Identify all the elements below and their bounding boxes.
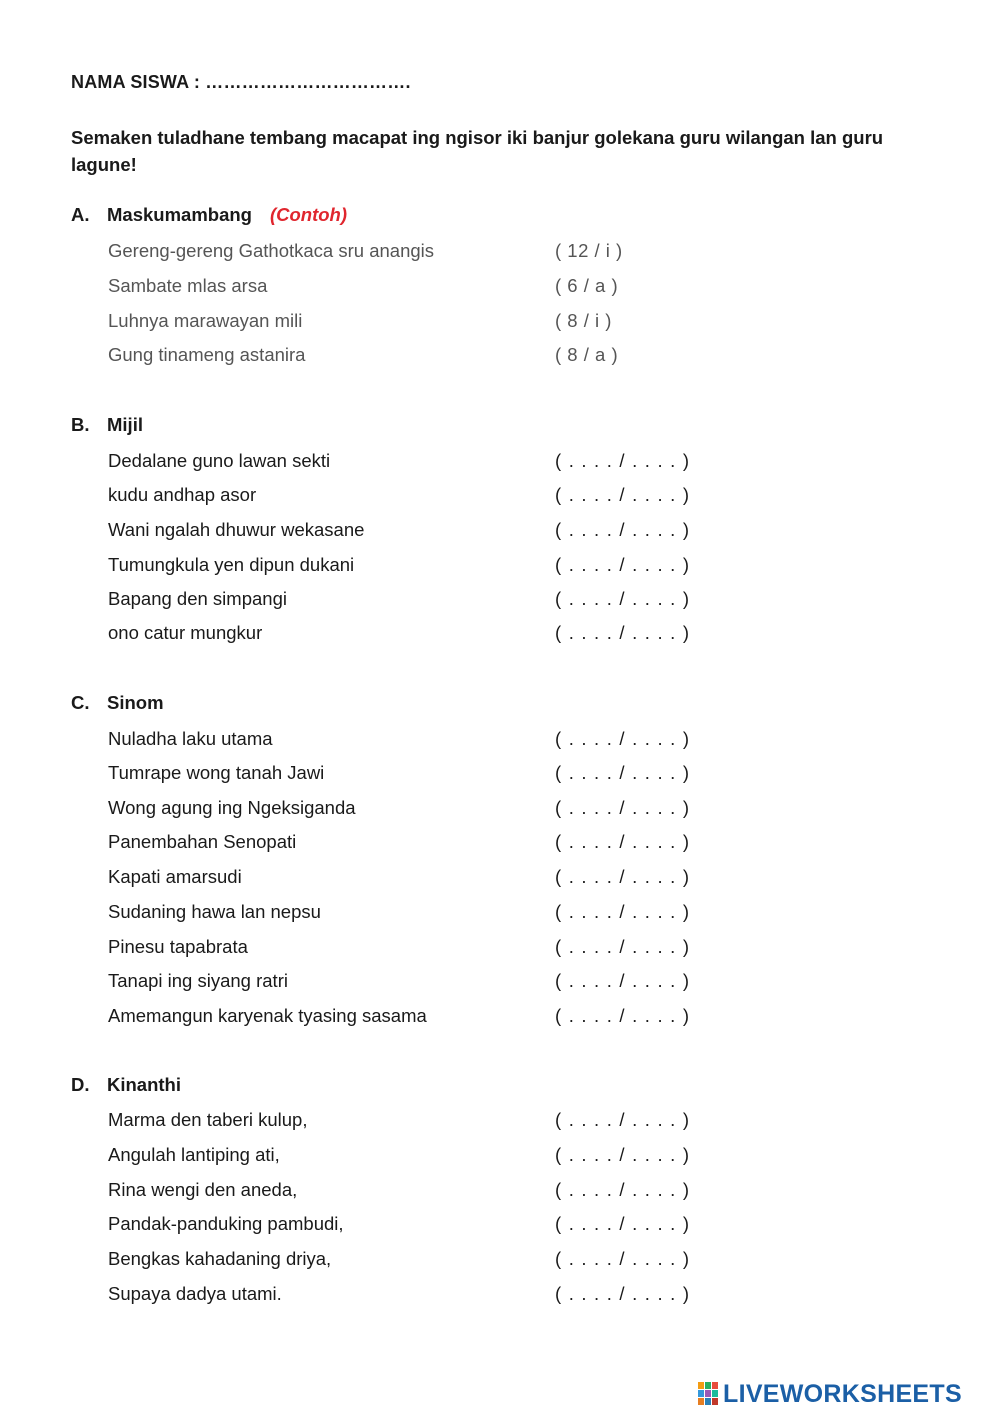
section-b-title xyxy=(71,414,143,436)
answer-blank[interactable]: ( . . . . / . . . . ) xyxy=(555,970,691,991)
instruction-text: Semaken tuladhane tembang macapat ing ngisor iki banjur golekana guru wilangan lan guru lagune! xyxy=(71,127,884,175)
answer-blank[interactable]: ( . . . . / . . . . ) xyxy=(555,831,691,852)
answer-blank[interactable]: ( . . . . / . . . . ) xyxy=(555,1248,691,1269)
verse-line: Dedalane guno lawan sekti xyxy=(108,450,331,471)
example-note: (Contoh) xyxy=(269,204,348,225)
answer-blank[interactable]: ( . . . . / . . . . ) xyxy=(555,936,691,957)
section-c-title xyxy=(71,692,164,714)
section-name: Mijil xyxy=(107,414,143,435)
answer-blank[interactable]: ( . . . . / . . . . ) xyxy=(555,1109,691,1130)
answer-example: ( 8 / a ) xyxy=(555,344,619,365)
verse-line: ono catur mungkur xyxy=(108,622,263,643)
verse-line: Panembahan Senopati xyxy=(108,831,297,852)
verse-line: Marma den taberi kulup, xyxy=(108,1109,308,1130)
verse-line: Tanapi ing siyang ratri xyxy=(108,970,288,991)
verse-line: Rina wengi den aneda, xyxy=(108,1179,298,1200)
section-letter: B. xyxy=(71,414,90,435)
section-name: Kinanthi xyxy=(107,1074,181,1095)
student-name-field[interactable]: NAMA SISWA : ……………………………. xyxy=(71,72,411,92)
verse-line: Pinesu tapabrata xyxy=(108,936,248,957)
liveworksheets-logo[interactable] xyxy=(698,1378,962,1410)
verse-line: Wani ngalah dhuwur wekasane xyxy=(108,519,365,540)
verse-line: Gereng-gereng Gathotkaca sru anangis xyxy=(108,240,435,261)
answer-blank[interactable]: ( . . . . / . . . . ) xyxy=(555,901,691,922)
verse-line: Amemangun karyenak tyasing sasama xyxy=(108,1005,427,1026)
answer-blank[interactable]: ( . . . . / . . . . ) xyxy=(555,762,691,783)
section-letter: A. xyxy=(71,204,90,225)
answer-blank[interactable]: ( . . . . / . . . . ) xyxy=(555,866,691,887)
verse-line: Luhnya marawayan mili xyxy=(108,310,303,331)
answer-blank[interactable]: ( . . . . / . . . . ) xyxy=(555,622,691,643)
answer-blank[interactable]: ( . . . . / . . . . ) xyxy=(555,588,691,609)
section-a-title xyxy=(71,204,347,226)
verse-line: Sambate mlas arsa xyxy=(108,275,268,296)
section-letter: D. xyxy=(71,1074,90,1095)
answer-blank[interactable]: ( . . . . / . . . . ) xyxy=(555,1283,691,1304)
verse-line: Kapati amarsudi xyxy=(108,866,242,887)
answer-blank[interactable]: ( . . . . / . . . . ) xyxy=(555,484,691,505)
verse-line: Tumrape wong tanah Jawi xyxy=(108,762,325,783)
verse-line: kudu andhap asor xyxy=(108,484,257,505)
verse-line: Gung tinameng astanira xyxy=(108,344,306,365)
answer-blank[interactable]: ( . . . . / . . . . ) xyxy=(555,519,691,540)
verse-line: Nuladha laku utama xyxy=(108,728,273,749)
brand-name: LIVEWORKSHEETS xyxy=(723,1379,962,1408)
verse-line: Wong agung ing Ngeksiganda xyxy=(108,797,356,818)
section-name: Sinom xyxy=(107,692,164,713)
section-d-title xyxy=(71,1074,181,1096)
verse-line: Bapang den simpangi xyxy=(108,588,287,609)
answer-blank[interactable]: ( . . . . / . . . . ) xyxy=(555,554,691,575)
verse-line: Bengkas kahadaning driya, xyxy=(108,1248,332,1269)
verse-line: Angulah lantiping ati, xyxy=(108,1144,280,1165)
liveworksheets-icon xyxy=(698,1382,720,1406)
verse-line: Tumungkula yen dipun dukani xyxy=(108,554,355,575)
answer-example: ( 12 / i ) xyxy=(555,240,623,261)
answer-blank[interactable]: ( . . . . / . . . . ) xyxy=(555,797,691,818)
answer-blank[interactable]: ( . . . . / . . . . ) xyxy=(555,1005,691,1026)
verse-line: Sudaning hawa lan nepsu xyxy=(108,901,321,922)
answer-blank[interactable]: ( . . . . / . . . . ) xyxy=(555,1179,691,1200)
section-name: Maskumambang xyxy=(107,204,252,225)
section-letter: C. xyxy=(71,692,90,713)
answer-example: ( 8 / i ) xyxy=(555,310,612,331)
verse-line: Supaya dadya utami. xyxy=(108,1283,282,1304)
verse-line: Pandak-panduking pambudi, xyxy=(108,1213,344,1234)
answer-blank[interactable]: ( . . . . / . . . . ) xyxy=(555,728,691,749)
answer-blank[interactable]: ( . . . . / . . . . ) xyxy=(555,1213,691,1234)
answer-example: ( 6 / a ) xyxy=(555,275,619,296)
answer-blank[interactable]: ( . . . . / . . . . ) xyxy=(555,450,691,471)
answer-blank[interactable]: ( . . . . / . . . . ) xyxy=(555,1144,691,1165)
